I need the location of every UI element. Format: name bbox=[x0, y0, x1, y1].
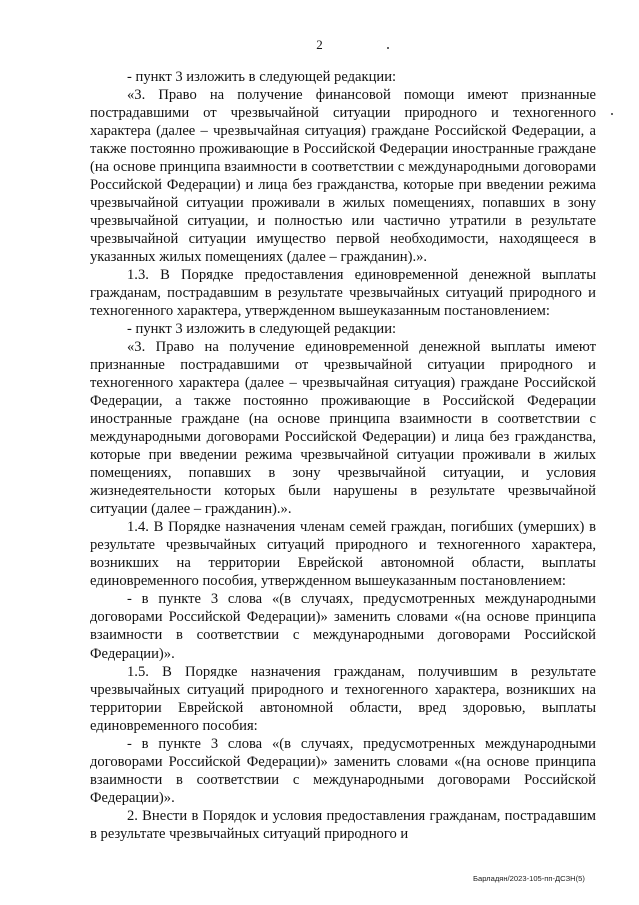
document-body bbox=[90, 68, 596, 843]
quoted-clause: «3. Право на получение единовременной денежной выплаты имеют признанные пострадавшими от чрезвычайной ситуации природного и техногенного характера (далее – чрезвычайная ситуация) граждане Российской Федерации, а также постоянно проживающие в Российской Федерации иностранные граждане (на основе принципа взаимности в соответствии с международными договорами Российской Федерации) и лица без гражданства, которые при введении режима чрезвычайной ситуации проживали в жилых помещениях, попавших в зону чрезвычайной ситуации, и условия жизнедеятельности которых были нарушены в результате чрезвычайной ситуации (далее – гражданин).». bbox=[90, 339, 596, 518]
scan-speck bbox=[387, 47, 389, 49]
section-paragraph: 1.5. В Порядке назначения гражданам, получившим в результате чрезвычайных ситуаций природного и техногенного характера, возникших на территории Еврейской автономной области, вред здоровью, выплаты единовременного пособия: bbox=[90, 663, 596, 734]
amendment-instruction: - в пункте 3 слова «(в случаях, предусмотренных международными договорами Российской Федерации)» заменить словами «(на основе принципа взаимности в соответствии с международными договорами Российской Федерации)». bbox=[90, 591, 596, 662]
section-paragraph: 2. Внести в Порядок и условия предоставления гражданам, пострадавшим в результате чрезвычайных ситуаций природного и bbox=[90, 807, 596, 842]
quoted-clause: «3. Право на получение финансовой помощи имеют признанные пострадавшими от чрезвычайной ситуации природного и техногенного характера (далее – чрезвычайная ситуация) граждане Российской Федерации, а также постоянно проживающие в Российской Федерации иностранные граждане (на основе принципа взаимности в соответствии с международными договорами Российской Федерации) и лица без гражданства, которые при введении режима чрезвычайной ситуации проживали в жилых помещениях, попавших в зону чрезвычайной ситуации, и полностью или частично утратили в результате чрезвычайной ситуации имущество первой необходимости, находящееся в указанных жилых помещениях (далее – гражданин).». bbox=[90, 87, 596, 266]
amendment-instruction: - пункт 3 изложить в следующей редакции: bbox=[127, 321, 397, 338]
amendment-instruction: - пункт 3 изложить в следующей редакции: bbox=[127, 69, 397, 85]
page-number: 2 bbox=[316, 37, 323, 52]
section-paragraph: 1.3. В Порядке предоставления единовременной денежной выплаты гражданам, пострадавшим в результате чрезвычайных ситуаций природного и техногенного характера, утвержденном вышеуказанным постановлением: bbox=[90, 267, 596, 320]
scan-speck bbox=[611, 113, 613, 115]
document-code: Барладян/2023-105-пп-ДСЗН(5) bbox=[473, 874, 585, 883]
section-paragraph: 1.4. В Порядке назначения членам семей граждан, погибших (умерших) в результате чрезвычайных ситуаций природного и техногенного характера, возникших на территории Еврейской автономной области, выплаты единовременного пособия, утвержденном вышеуказанным постановлением: bbox=[90, 519, 596, 590]
amendment-instruction: - в пункте 3 слова «(в случаях, предусмотренных международными договорами Российской Федерации)» заменить словами «(на основе принципа взаимности в соответствии с международными договорами Российской Федерации)». bbox=[90, 735, 596, 806]
